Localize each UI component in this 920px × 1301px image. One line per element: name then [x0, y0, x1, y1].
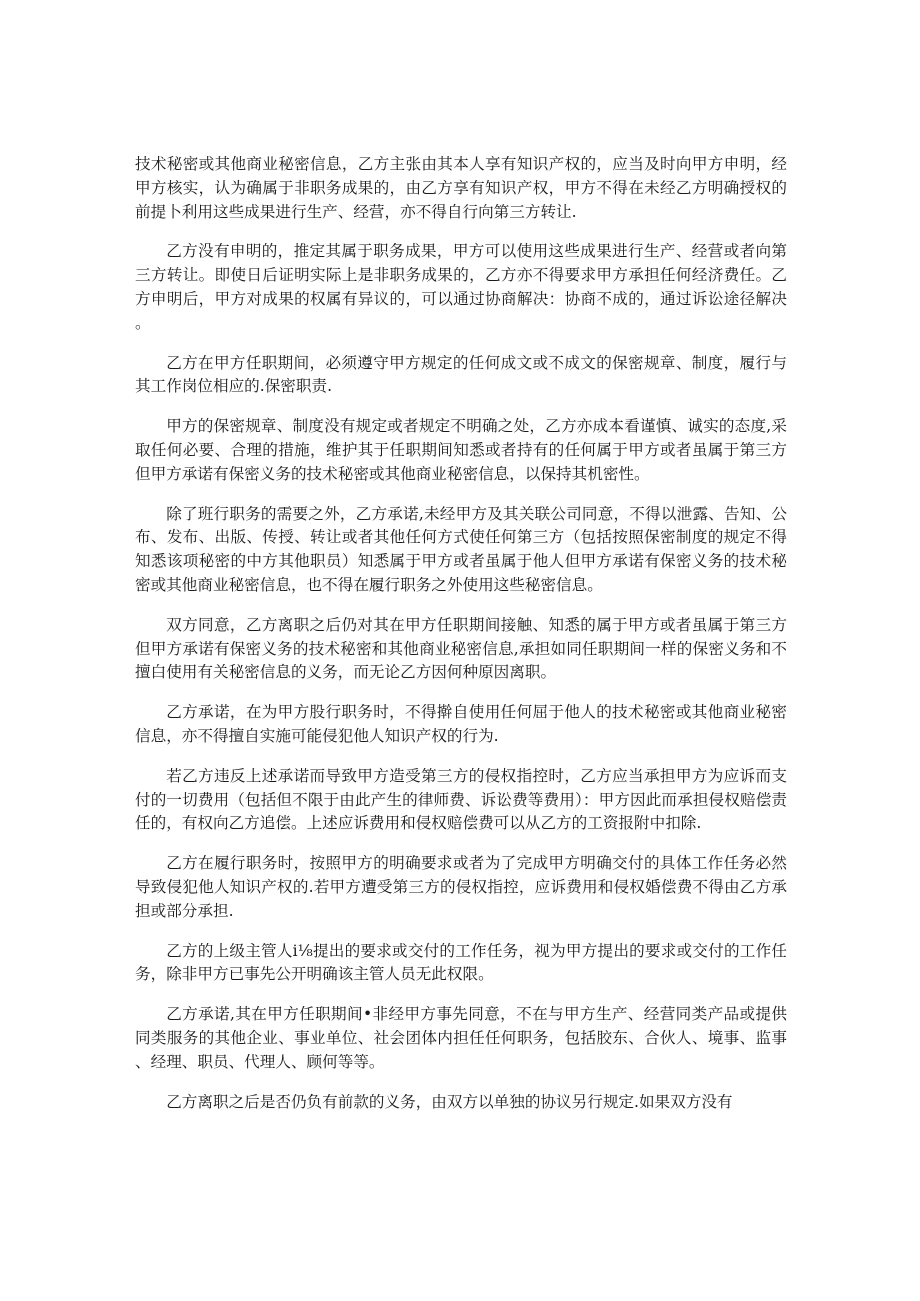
document-body	[135, 153, 787, 1130]
paragraph-5: 除了班行职务的需要之外，乙方承诺,未经甲方及其关联公司同意，不得以泄露、告知、公布、发布、出版、传授、转让或者其他任何方式使任何第三方（包括按照保密制度的规定不得知悉该项秘密的中方其他职员）知悉属于甲方或者虽属于他人但甲方承诺有保密义务的技术秘密或其他商业秘密信息，也不得在履行职务之外使用这些秘密信息。	[135, 504, 787, 594]
paragraph-12: 乙方离职之后是否仍负有前款的义务，由双方以单独的协议另行规定.如果双方没有	[166, 1092, 733, 1111]
paragraph-11: 乙方承诺,其在甲方任职期间•非经甲方事先同意，不在与甲方生产、经营同类产品或提供同类服务的其他企业、事业单位、社会团体内担任任何职务，包括胶东、合伙人、境事、监事、经理、职员、代理人、顾何等等。	[135, 1005, 787, 1071]
paragraph-1: 技术秘密或其他商业秘密信息，乙方主张由其本人享有知识产权的，应当及时向甲方申明，经甲方核实，认为确属于非职务成果的，由乙方享有知识产权，甲方不得在未经乙方明确授权的前提卜利用这些成果进行生产、经营，亦不得自行向第三方转让.	[135, 155, 787, 221]
paragraph-6: 双方同意，乙方离职之后仍对其在甲方任职期间接触、知悉的属于甲方或者虽属于第三方但甲方承诺有保密义务的技术秘密和其他商业秘密信息,承担如同任职期间一样的保密义务和不擅白使用有关秘密信息的义务，而无论乙方因何种原因离职。	[135, 615, 787, 682]
paragraph-7: 乙方承诺，在为甲方股行职务时，不得擀自使用任何屈于他人的技术秘密或其他商业秘密信息，亦不得擅自实施可能侵犯他人知识产权的行为.	[135, 703, 787, 745]
paragraph-4: 甲方的保密规章、制度没有规定或者规定不明确之处，乙方亦成本看谨慎、诚实的态度,采取任何必要、合理的措施，维护其于任职期间知悉或者持有的任何属于甲方或者虽属于第三方但甲方承诺有保密义务的技术秘密或其他商业秘密信息，以保持其机密性。	[135, 417, 787, 483]
paragraph-9: 乙方在履行职务时，按照甲方的明确要求或者为了完成甲方明确交付的具体工作任务必然导致侵犯他人知识产权的.若甲方遭受第三方的侵权指控，应诉费用和侵权婚偿费不得由乙方承担或部分承担.	[135, 854, 787, 920]
paragraph-2: 乙方没有申明的，推定其属于职务成果，甲方可以使用这些成果进行生产、经营或者向第三方转让。即使日后证明实际上是非职务成果的，乙方亦不得要求甲方承担任何经济费任。乙方申明后，甲方对成果的权属有异议的，可以通过协商解决：协商不成的，通过诉讼途径解决。	[135, 242, 787, 332]
paragraph-8: 若乙方违反上述承诺而导致甲方造受第三方的侵权指控时，乙方应当承担甲方为应诉而支付的一切费用（包括但不限于由此产生的律师费、诉讼费等费用）：甲方因此而承担侵权赔偿责任的，有权向乙方追偿。上述应诉费用和侵权赔偿费可以从乙方的工资报附中扣除.	[135, 766, 787, 833]
paragraph-3: 乙方在甲方任职期间，必须遵守甲方规定的任何成文或不成文的保密规章、制度，履行与其工作岗位相应的.保密职责.	[135, 353, 787, 396]
paragraph-10: 乙方的上级主管人i⅛提出的要求或交付的工作任务，视为甲方提出的要求或交付的工作任务，除非甲方已事先公开明确该主管人员无此权限。	[135, 941, 787, 984]
